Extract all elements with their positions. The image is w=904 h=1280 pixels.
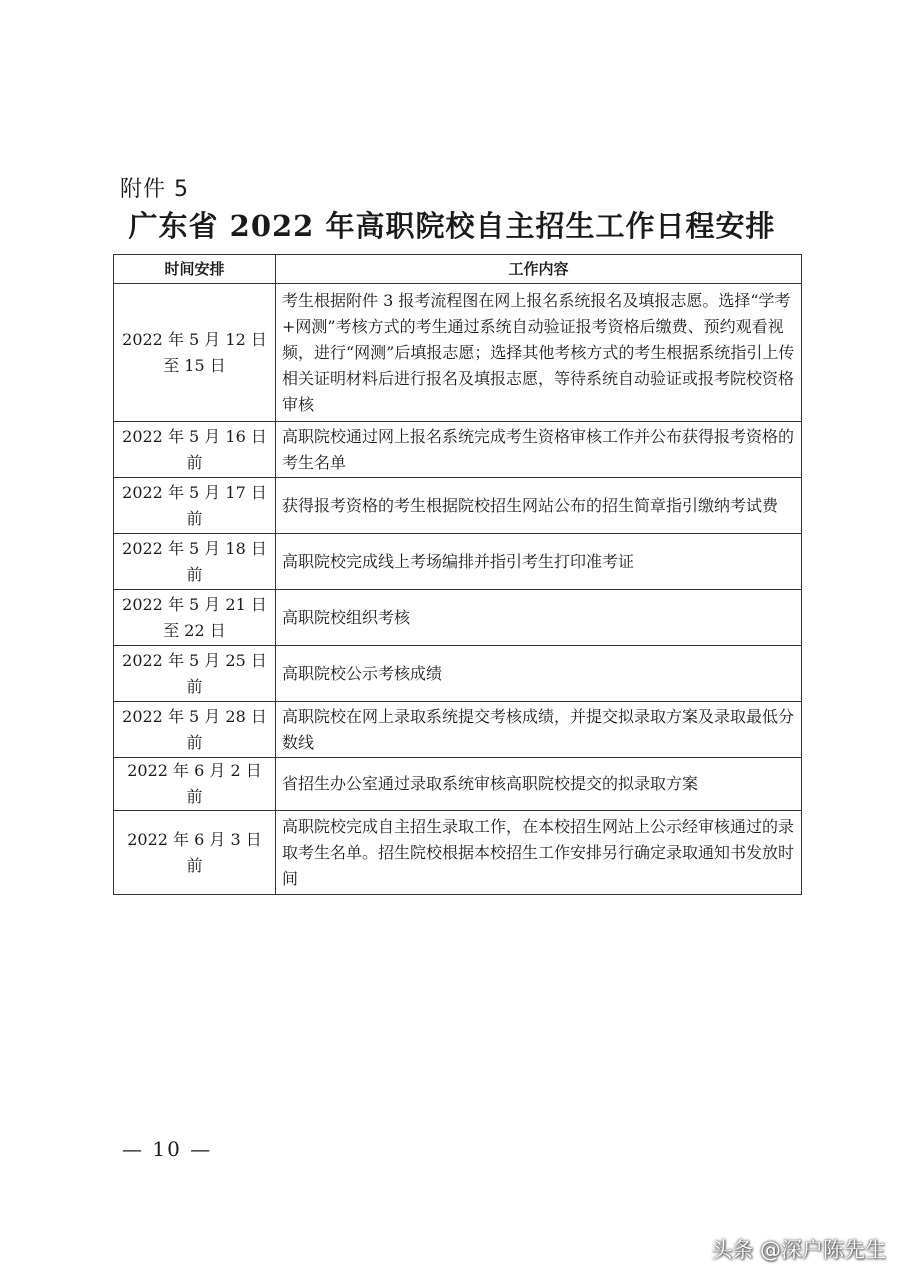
row-time: 2022 年 5 月 25 日前 — [114, 646, 276, 702]
row-time: 2022 年 5 月 18 日前 — [114, 534, 276, 590]
table-row — [114, 284, 802, 422]
row-content: 高职院校完成自主招生录取工作，在本校招生网站上公示经审核通过的录取考生名单。招生院校根据本校招生工作安排另行确定录取通知书发放时间 — [276, 811, 802, 895]
row-content: 考生根据附件 3 报考流程图在网上报名系统报名及填报志愿。选择“学考+网测”考核方式的考生通过系统自动验证报考资格后缴费、预约观看视频，进行“网测”后填报志愿；选择其他考核方式的考生根据系统指引上传相关证明材料后进行报名及填报志愿，等待系统自动验证或报考院校资格审核 — [276, 284, 802, 422]
row-time: 2022 年 6 月 2 日前 — [114, 758, 276, 811]
row-time: 2022 年 5 月 21 日至 22 日 — [114, 590, 276, 646]
table-row — [114, 646, 802, 702]
row-content: 高职院校公示考核成绩 — [276, 646, 802, 702]
row-time: 2022 年 5 月 12 日至 15 日 — [114, 284, 276, 422]
table-row — [114, 422, 802, 478]
attachment-label: 附件 5 — [120, 177, 189, 202]
table-row — [114, 702, 802, 758]
row-content: 高职院校通过网上报名系统完成考生资格审核工作并公布获得报考资格的考生名单 — [276, 422, 802, 478]
table-header-row — [114, 255, 802, 284]
row-content: 高职院校组织考核 — [276, 590, 802, 646]
schedule-table — [113, 254, 802, 895]
row-time: 2022 年 5 月 16 日前 — [114, 422, 276, 478]
table-row — [114, 590, 802, 646]
row-time: 2022 年 5 月 28 日前 — [114, 702, 276, 758]
row-time: 2022 年 6 月 3 日前 — [114, 811, 276, 895]
table-row — [114, 758, 802, 811]
row-content: 获得报考资格的考生根据院校招生网站公布的招生简章指引缴纳考试费 — [276, 478, 802, 534]
page-number: — 10 — — [122, 1137, 213, 1161]
header-time: 时间安排 — [114, 255, 276, 284]
row-content: 高职院校完成线上考场编排并指引考生打印准考证 — [276, 534, 802, 590]
document-title: 广东省 2022 年高职院校自主招生工作日程安排 — [128, 209, 776, 243]
table-row — [114, 478, 802, 534]
row-content: 高职院校在网上录取系统提交考核成绩，并提交拟录取方案及录取最低分数线 — [276, 702, 802, 758]
row-content: 省招生办公室通过录取系统审核高职院校提交的拟录取方案 — [276, 758, 802, 811]
table-row — [114, 811, 802, 895]
header-content: 工作内容 — [276, 255, 802, 284]
row-time: 2022 年 5 月 17 日前 — [114, 478, 276, 534]
watermark: 头条 @深户陈先生 — [711, 1238, 886, 1262]
table-row — [114, 534, 802, 590]
